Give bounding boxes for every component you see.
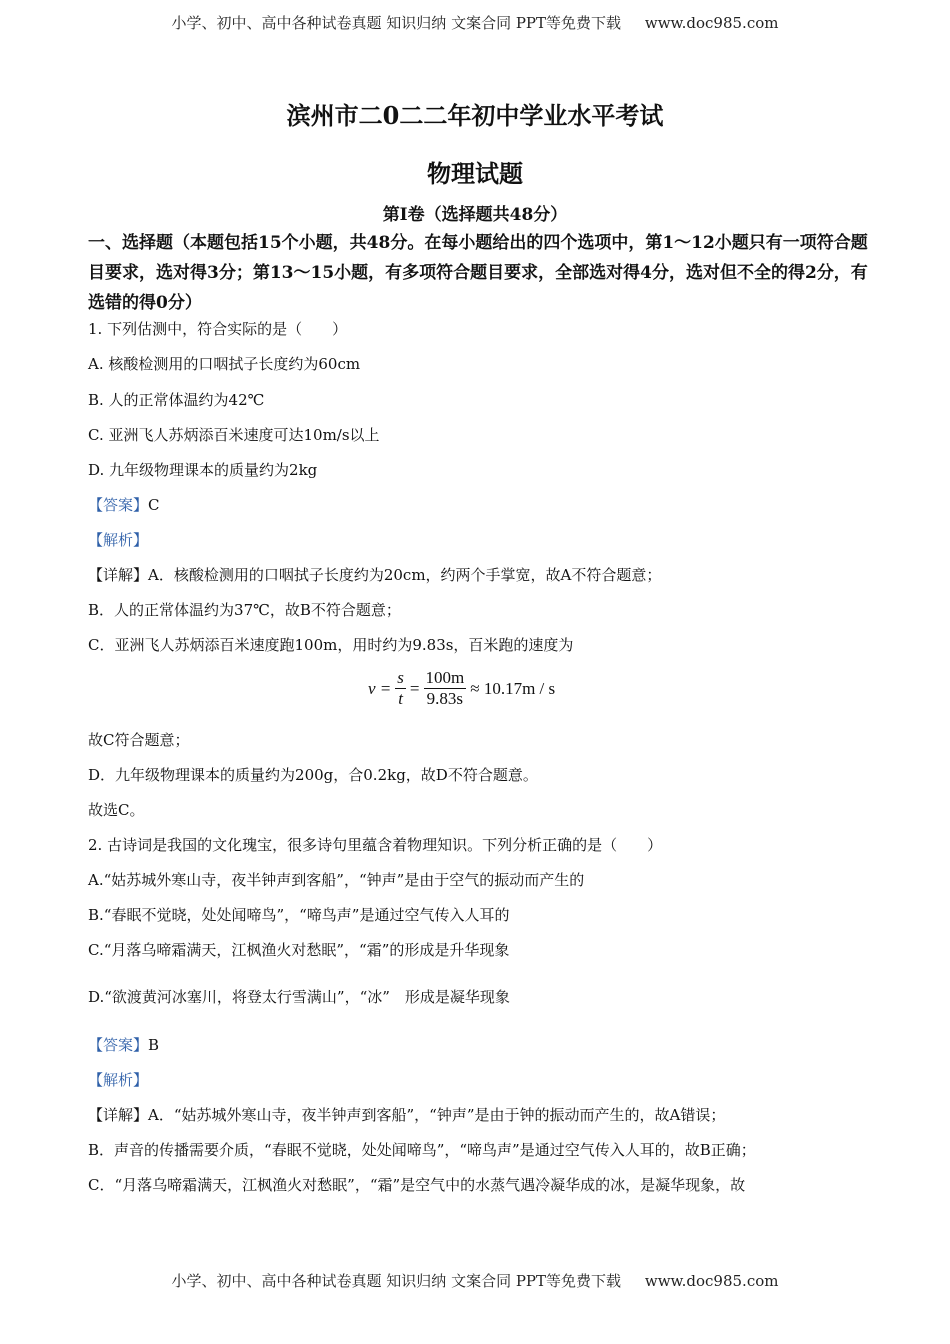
header-text: 小学、初中、高中各种试卷真题 知识归纳 文案合同 PPT等免费下载 [171,14,622,32]
formula-lhs: v = [368,678,392,698]
fraction-values [424,668,467,709]
header-site-link[interactable]: www.doc985.com [644,14,779,32]
q1-stem: 1. 下列估测中，符合实际的是（ ） [88,320,348,338]
page-header [0,12,950,33]
fraction-numerator: 100m [425,668,465,687]
q2-detail-1 [88,1104,725,1125]
q1-option-c: C. 亚洲飞人苏炳添百米速度可达10m/s以上 [88,426,380,444]
footer-text: 小学、初中、高中各种试卷真题 知识归纳 文案合同 PPT等免费下载 [171,1272,622,1290]
q2-option-d: D.“欲渡黄河冰塞川，将登太行雪满山”，“冰” 形成是凝华现象 [88,988,510,1006]
q2-detail-3: C．“月落乌啼霜满天，江枫渔火对愁眠”，“霜”是空气中的水蒸气遇冷凝华成的冰，是凝华现象，故 [88,1176,746,1194]
formula-equals: = [409,678,420,698]
q2-answer [88,1034,159,1055]
exam-subtitle: 物理试题 [427,159,523,188]
q2-option-c: C.“月落乌啼霜满天，江枫渔火对愁眠”，“霜”的形成是升华现象 [88,941,510,959]
q2-option-b: B.“春眠不觉晓，处处闻啼鸟”，“啼鸟声”是通过空气传入人耳的 [88,906,510,924]
section-instructions: 一、选择题（本题包括15个小题，共48分。在每小题给出的四个选项中，第1～12小题只有一项符合题目要求，选对得3分；第13～15小题，有多项符合题目要求，全部选对得4分，选对但不全的得2分，有选错的得0分） [88,233,868,313]
q1-detail-1 [88,564,661,585]
fraction-denominator: 9.83s [426,689,464,708]
footer-site-link[interactable]: www.doc985.com [644,1272,779,1290]
answer-value: B [148,1036,160,1054]
q1-final-choice: 故选C。 [88,801,145,819]
answer-tag: 【答案】 [88,1036,149,1054]
exam-title: 滨州市二0二二年初中学业水平考试 [286,101,664,130]
q1-analysis-tag: 【解析】 [88,531,149,549]
fraction-numerator: s [397,668,404,687]
detail-text: A．核酸检测用的口咽拭子长度约为20cm，约两个手掌宽，故A不符合题意； [148,566,662,584]
page-footer [0,1270,950,1291]
fraction-s-t [395,668,406,709]
detail-text: A．“姑苏城外寒山寺，夜半钟声到客船”，“钟声”是由于钟的振动而产生的，故A错误； [148,1106,726,1124]
answer-tag: 【答案】 [88,496,149,514]
detail-tag: 【详解】 [88,1106,149,1124]
q1-conclusion-c: 故C符合题意； [88,731,190,749]
q1-detail-3: C．亚洲飞人苏炳添百米速度跑100m，用时约为9.83s，百米跑的速度为 [88,636,574,654]
q1-detail-2: B．人的正常体温约为37℃，故B不符合题意； [88,601,401,619]
formula-result: ≈ 10.17m / s [470,678,556,698]
speed-formula [368,668,555,709]
fraction-denominator: t [398,689,403,708]
q2-option-a: A.“姑苏城外寒山寺，夜半钟声到客船”，“钟声”是由于空气的振动而产生的 [88,871,585,889]
q1-option-d: D. 九年级物理课本的质量约为2kg [88,461,318,479]
q2-detail-2: B．声音的传播需要介质，“春眠不觉晓，处处闻啼鸟”，“啼鸟声”是通过空气传入人耳的，故B正确； [88,1141,756,1159]
q2-analysis-tag: 【解析】 [88,1071,149,1089]
answer-value: C [148,496,160,514]
volume-heading: 第Ⅰ卷（选择题共48分） [382,205,568,225]
q1-option-a: A. 核酸检测用的口咽拭子长度约为60cm [88,355,361,373]
q1-conclusion-d: D．九年级物理课本的质量约为200g，合0.2kg，故D不符合题意。 [88,766,538,784]
q1-answer [88,494,160,515]
detail-tag: 【详解】 [88,566,149,584]
q1-option-b: B. 人的正常体温约为42℃ [88,391,265,409]
q2-stem: 2. 古诗词是我国的文化瑰宝，很多诗句里蕴含着物理知识。下列分析正确的是（ ） [88,836,663,854]
